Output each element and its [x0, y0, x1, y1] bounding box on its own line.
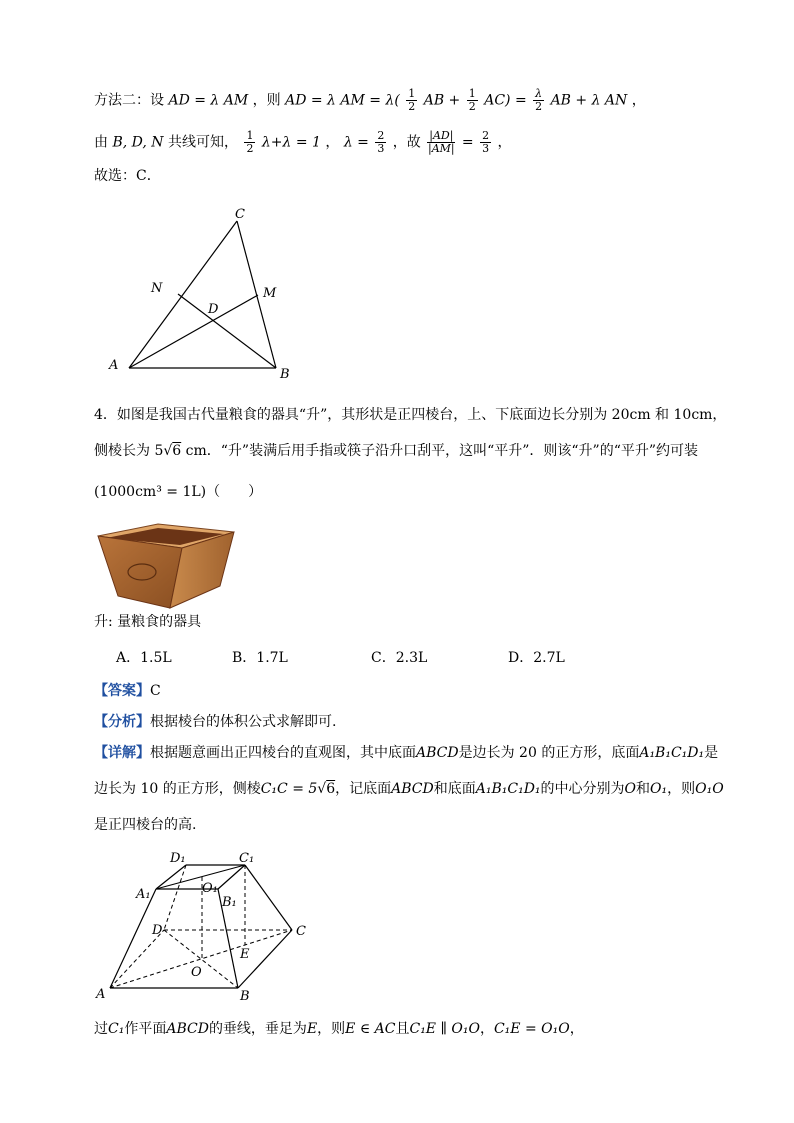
edge-D1D [164, 865, 186, 930]
method2-expr2c: AC) = [484, 92, 527, 109]
collinear-eq2: λ = [343, 134, 369, 151]
fraction-half-1: $\frac{1}{2}$ [408, 87, 416, 113]
edge-C1C [245, 865, 292, 930]
label-D: D [152, 923, 163, 938]
label-A: A [96, 987, 106, 1002]
collinear-end: ， [497, 134, 512, 151]
collinear-eq1: λ+λ = 1 [261, 134, 321, 151]
last-line: 过C₁作平面ABCD的垂线，垂足为E，则E ∈ AC且C₁E ∥ O₁O，C₁E = O₁O， [94, 1021, 584, 1037]
method2-expr2a: AD = λ AM = λ( [285, 92, 400, 109]
label-C: C [296, 924, 306, 939]
option-b[interactable]: B．1.7L [232, 650, 288, 666]
edge-A1A [110, 889, 156, 988]
vessel-front-face [98, 536, 182, 608]
answer-value: C [150, 683, 161, 699]
answer-label: 【答案】 [94, 683, 150, 699]
photo-caption: 升: 量粮食的器具 [94, 614, 202, 630]
collinear-therefore: ，故 [392, 134, 421, 151]
label-D1: D₁ [170, 851, 186, 866]
label-B: B [280, 367, 290, 382]
collinear-points: B, D, N [112, 134, 164, 151]
option-a[interactable]: A．1.5L [116, 650, 172, 666]
q4-sqrt-value: 6 [172, 443, 182, 459]
label-A: A [109, 358, 119, 373]
segment-BN [178, 294, 276, 368]
method2-line [94, 88, 646, 113]
option-d[interactable]: D．2.7L [508, 650, 565, 666]
segment-AC [129, 221, 237, 368]
sheng-vessel-photo [94, 520, 238, 612]
answer-line [94, 681, 161, 701]
triangle-figure [100, 205, 300, 385]
q4-line2c: cm．“升”装满后用手指或筷子沿升口刮平，这叫“平升”．则该“升”的“平升”约可装 [181, 443, 699, 459]
sqrt-sign: √ [163, 443, 173, 459]
method2-expr1: AD = λ AM [168, 92, 249, 109]
answer-choice-line: 故选：C． [94, 168, 161, 184]
analysis-line [94, 712, 336, 732]
collinear-prefix: 由 [94, 134, 108, 151]
method2-mid: ，则 [252, 92, 281, 109]
frustum-figure [94, 846, 324, 1006]
label-A1: A₁ [136, 887, 151, 902]
label-E: E [240, 947, 250, 962]
detail-line2: 边长为 10 的正方形，侧棱C₁C = 5√6，记底面ABCD和底面A₁B₁C₁D₁的中心分别为O和O₁，则O₁O [94, 781, 724, 797]
method2-expr2b: AB + [423, 92, 461, 109]
detail-label: 【详解】 [94, 745, 150, 761]
fraction-two-thirds-1: $\frac{2}{3}$ [377, 129, 385, 155]
method2-expr2d: AB + λ AN [550, 92, 628, 109]
method2-prefix: 方法二：设 [94, 92, 164, 109]
label-C: C [235, 207, 245, 222]
fraction-lambda-half: $\frac{\lambda}{2}$ [535, 87, 543, 113]
label-B: B [240, 989, 250, 1004]
detail-line3: 是正四棱台的高. [94, 817, 197, 833]
method2-end: ， [631, 92, 646, 109]
label-D: D [208, 302, 219, 317]
collinear-line [94, 130, 512, 155]
label-M: M [263, 286, 277, 301]
label-B1: B₁ [222, 895, 237, 910]
label-C1: C₁ [239, 851, 255, 866]
q4-line2a: 侧棱长为 5 [94, 443, 164, 459]
option-c[interactable]: C．2.3L [371, 650, 428, 666]
detail-line1: 【详解】根据题意画出正四棱台的直观图，其中底面ABCD是边长为 20 的正方形，底面A₁B₁C₁D₁是 [94, 745, 719, 761]
fraction-abs-ratio: $\frac{|AD|}{|AM|}$ [428, 129, 455, 155]
q4-line3: (1000cm³ = 1L)（ ） [94, 484, 263, 500]
fraction-half-2: $\frac{1}{2}$ [468, 87, 476, 113]
fraction-half-3: $\frac{1}{2}$ [246, 129, 254, 155]
analysis-label: 【分析】 [94, 714, 150, 730]
label-O: O [191, 965, 202, 980]
label-N: N [151, 281, 163, 296]
collinear-eq3: = [461, 134, 474, 151]
collinear-text: 共线可知， [167, 134, 238, 151]
collinear-comma: ， [325, 134, 340, 151]
label-O1: O₁ [202, 881, 218, 896]
q4-line1: 4．如图是我国古代量粮食的器具“升”，其形状是正四棱台，上、下底面边长分别为 20cm 和 10cm， [94, 407, 727, 423]
analysis-text: 根据棱台的体积公式求解即可. [150, 714, 337, 730]
q4-line2 [94, 441, 698, 461]
fraction-two-thirds-2: $\frac{2}{3}$ [482, 129, 490, 155]
